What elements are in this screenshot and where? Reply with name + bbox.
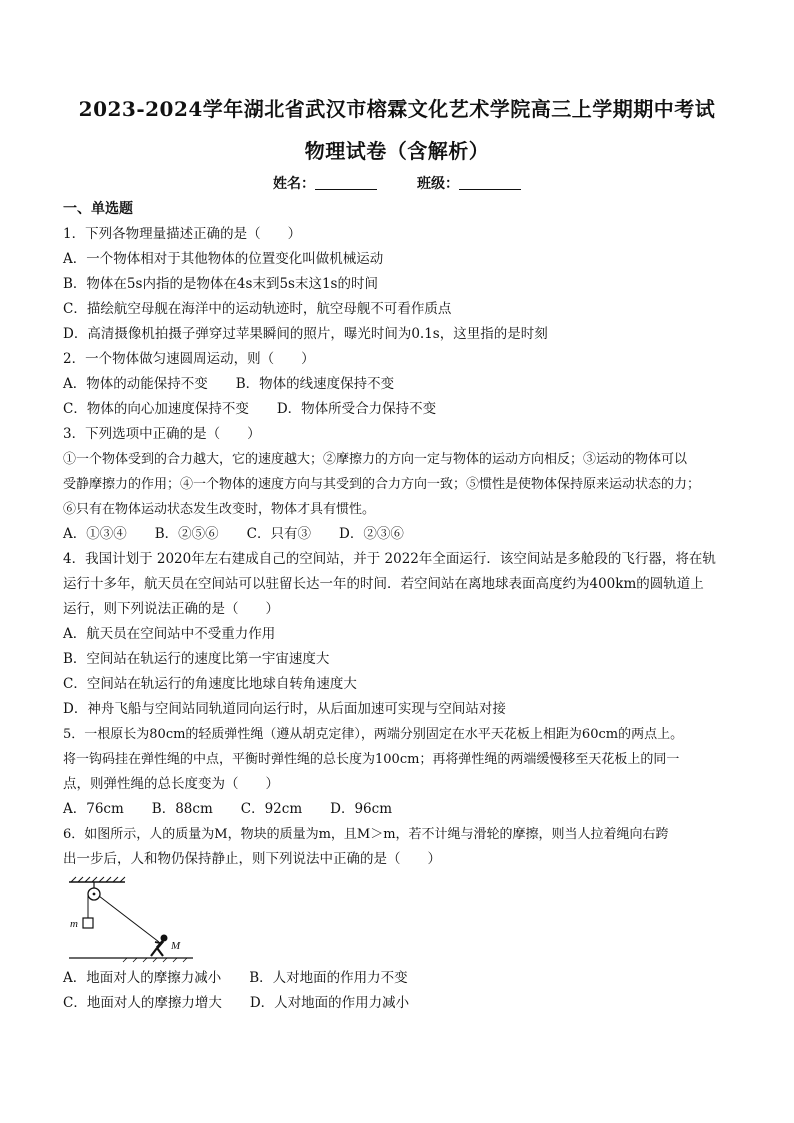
question-2-option-a: A．物体的动能保持不变 xyxy=(63,376,208,392)
question-1-option-a: A．一个物体相对于其他物体的位置变化叫做机械运动 xyxy=(63,251,384,267)
question-1-stem: 1．下列各物理量描述正确的是（ ） xyxy=(63,226,302,242)
question-2-options-row1 xyxy=(63,372,733,397)
exam-title-line2: 物理试卷（含解析） xyxy=(304,139,490,163)
exam-title-line1: 2023-2024学年湖北省武汉市榕霖文化艺术学院高三上学期期中考试 xyxy=(78,97,716,121)
label-m: m xyxy=(70,918,78,930)
question-3-body-line3: ⑥只有在物体运动状态发生改变时，物体才具有惯性。 xyxy=(63,502,376,517)
class-label: 班级： xyxy=(417,176,459,192)
question-4-stem-line2: 运行十多年，航天员在空间站可以驻留长达一年的时间．若空间站在离地球表面高度约为400km的圆轨道上 xyxy=(63,576,704,592)
rope-diagonal xyxy=(99,896,159,942)
question-4-stem-line1: 4．我国计划于 2020年左右建成自己的空间站，并于 2022年全面运行．该空间站是多舱段的飞行器，将在轨 xyxy=(63,551,716,567)
name-blank[interactable] xyxy=(315,175,377,190)
exam-content xyxy=(63,197,733,1016)
question-5-option-a: A．76cm xyxy=(63,801,124,817)
question-1-option-c: C．描绘航空母舰在海洋中的运动轨迹时，航空母舰不可看作质点 xyxy=(63,301,452,317)
student-info xyxy=(0,173,794,193)
question-3-stem: 3．下列选项中正确的是（ ） xyxy=(63,426,261,442)
question-6-options-row1 xyxy=(63,966,733,991)
question-6-option-d: D．人对地面的作用力减小 xyxy=(249,995,410,1011)
question-5-stem-line3: 点，则弹性绳的总长度变为（ ） xyxy=(63,776,279,792)
pulley-diagram xyxy=(63,876,203,964)
question-5-stem-line1: 5．一根原长为80cm的轻质弹性绳（遵从胡克定律），两端分别固定在水平天花板上相距为60cm的两点上。 xyxy=(63,727,684,742)
question-5-stem-line2: 将一钩码挂在弹性绳的中点，平衡时弹性绳的总长度为100cm；再将弹性绳的两端缓慢移至天花板上的同一 xyxy=(63,752,680,767)
question-5-option-b: B．88cm xyxy=(151,801,213,817)
question-2-stem: 2．一个物体做匀速圆周运动，则（ ） xyxy=(63,351,315,367)
question-6-option-c: C．地面对人的摩擦力增大 xyxy=(63,995,222,1011)
question-3-option-c: C．只有③ xyxy=(246,526,312,542)
label-M: M xyxy=(171,940,181,952)
question-3-body-line1: ①一个物体受到的合力越大，它的速度越大；②摩擦力的方向一定与物体的运动方向相反；③运动的物体可以 xyxy=(63,452,688,467)
question-5-option-c: C．92cm xyxy=(240,801,303,817)
question-5-options xyxy=(63,797,733,822)
block-m xyxy=(83,918,93,928)
question-4-option-a: A．航天员在空间站中不受重力作用 xyxy=(63,626,276,642)
name-label: 姓名： xyxy=(273,176,315,192)
question-3-option-b: B．②⑤⑥ xyxy=(154,526,219,542)
class-blank[interactable] xyxy=(459,175,521,190)
question-4-option-d: D．神舟飞船与空间站同轨道同向运行时，从后面加速可实现与空间站对接 xyxy=(63,701,506,717)
question-1-option-d: D．高清摄像机拍摄子弹穿过苹果瞬间的照片，曝光时间为0.1s，这里指的是时刻 xyxy=(63,326,548,342)
question-4-stem-line3: 运行，则下列说法正确的是（ ） xyxy=(63,601,279,617)
question-6-options-row2 xyxy=(63,991,733,1016)
question-4-option-c: C．空间站在轨运行的角速度比地球自转角速度大 xyxy=(63,676,357,692)
section-heading: 一、单选题 xyxy=(63,201,133,217)
question-3-options xyxy=(63,522,733,547)
question-3-option-d: D．②③⑥ xyxy=(339,526,404,542)
question-6-option-b: B．人对地面的作用力不变 xyxy=(249,970,408,986)
question-2-options-row2 xyxy=(63,397,733,422)
question-5-option-d: D．96cm xyxy=(330,801,393,817)
question-2-option-c: C．物体的向心加速度保持不变 xyxy=(63,401,249,417)
question-3-option-a: A．①③④ xyxy=(63,526,127,542)
pulley-axle xyxy=(93,893,96,896)
question-6-option-a: A．地面对人的摩擦力减小 xyxy=(63,970,222,986)
question-2-option-d: D．物体所受合力保持不变 xyxy=(276,401,437,417)
question-3-body-line2: 受静摩擦力的作用；④一个物体的速度方向与其受到的合力方向一致；⑤惯性是使物体保持原来运动状态的力； xyxy=(63,477,701,492)
pulley-figure xyxy=(63,876,733,964)
question-1-option-b: B．物体在5s内指的是物体在4s末到5s末这1s的时间 xyxy=(63,276,378,292)
question-2-option-b: B．物体的线速度保持不变 xyxy=(235,376,395,392)
question-6-stem-line1: 6．如图所示，人的质量为M，物块的质量为m，且M＞m，若不计绳与滑轮的摩擦，则当人拉着绳向右跨 xyxy=(63,827,669,842)
question-6-stem-line2: 出一步后，人和物仍保持静止，则下列说法中正确的是（ ） xyxy=(63,851,441,867)
question-4-option-b: B．空间站在轨运行的速度比第一宇宙速度大 xyxy=(63,651,330,667)
